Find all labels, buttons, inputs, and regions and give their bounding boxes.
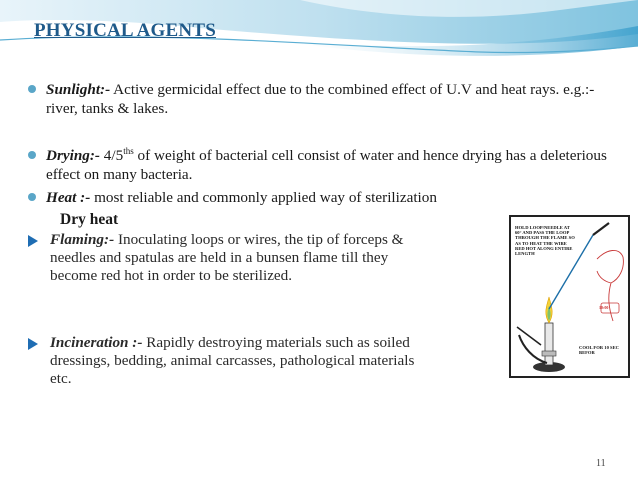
figure-note-hand: 10:00: [599, 305, 609, 310]
term-incineration: Incineration :-: [50, 334, 143, 351]
bullet-dot: [28, 151, 36, 159]
item-incineration: [28, 334, 438, 388]
bullet-sunlight: [28, 80, 618, 118]
text-drying-after: of weight of bacterial cell consist of water and hence drying has a deleterious effect on many bacteria.: [46, 147, 607, 183]
term-sunlight: Sunlight:-: [46, 81, 111, 98]
bullet-dot: [28, 193, 36, 201]
page-title: PHYSICAL AGENTS: [34, 20, 216, 41]
text-flaming: Inoculating loops or wires, the tip of forceps & needles and spatulas are held in a bunsen flame till they become red hot in order to be sterilized.: [50, 231, 404, 284]
bullet-drying: [28, 146, 618, 184]
figure-note-cool: COOL FOR 10 SEC BEFOR: [579, 345, 619, 356]
text-drying-before: 4/5: [100, 147, 124, 164]
arrow-bullet-icon: [28, 338, 38, 350]
text-sunlight: Active germicidal effect due to the combined effect of U.V and heat rays. e.g.:- river, tanks & lakes.: [46, 81, 595, 117]
item-flaming: [28, 231, 438, 285]
term-heat: Heat :-: [46, 189, 91, 206]
text-heat: most reliable and commonly applied way of sterilization: [90, 189, 437, 206]
term-drying: Drying:-: [46, 147, 100, 164]
text-drying-sup: ths: [123, 145, 134, 156]
term-flaming: Flaming:-: [50, 231, 115, 248]
arrow-bullet-icon: [28, 235, 38, 247]
bullet-dot: [28, 85, 36, 93]
text-incineration: Rapidly destroying materials such as soiled dressings, bedding, animal carcasses, pathological materials etc.: [50, 334, 415, 387]
bunsen-flame-figure: [509, 215, 630, 378]
bullet-heat: [28, 188, 618, 207]
figure-note-instruction: HOLD LOOP/NEEDLE AT 60° AND PASS THE LOOP THROUGH THE FLAME SO AS TO HEAT THE WIRE RED HOT ALONG ENTIRE LENGTH: [515, 225, 575, 257]
page-number: 11: [596, 458, 606, 469]
dry-heat-heading: Dry heat: [60, 211, 119, 228]
